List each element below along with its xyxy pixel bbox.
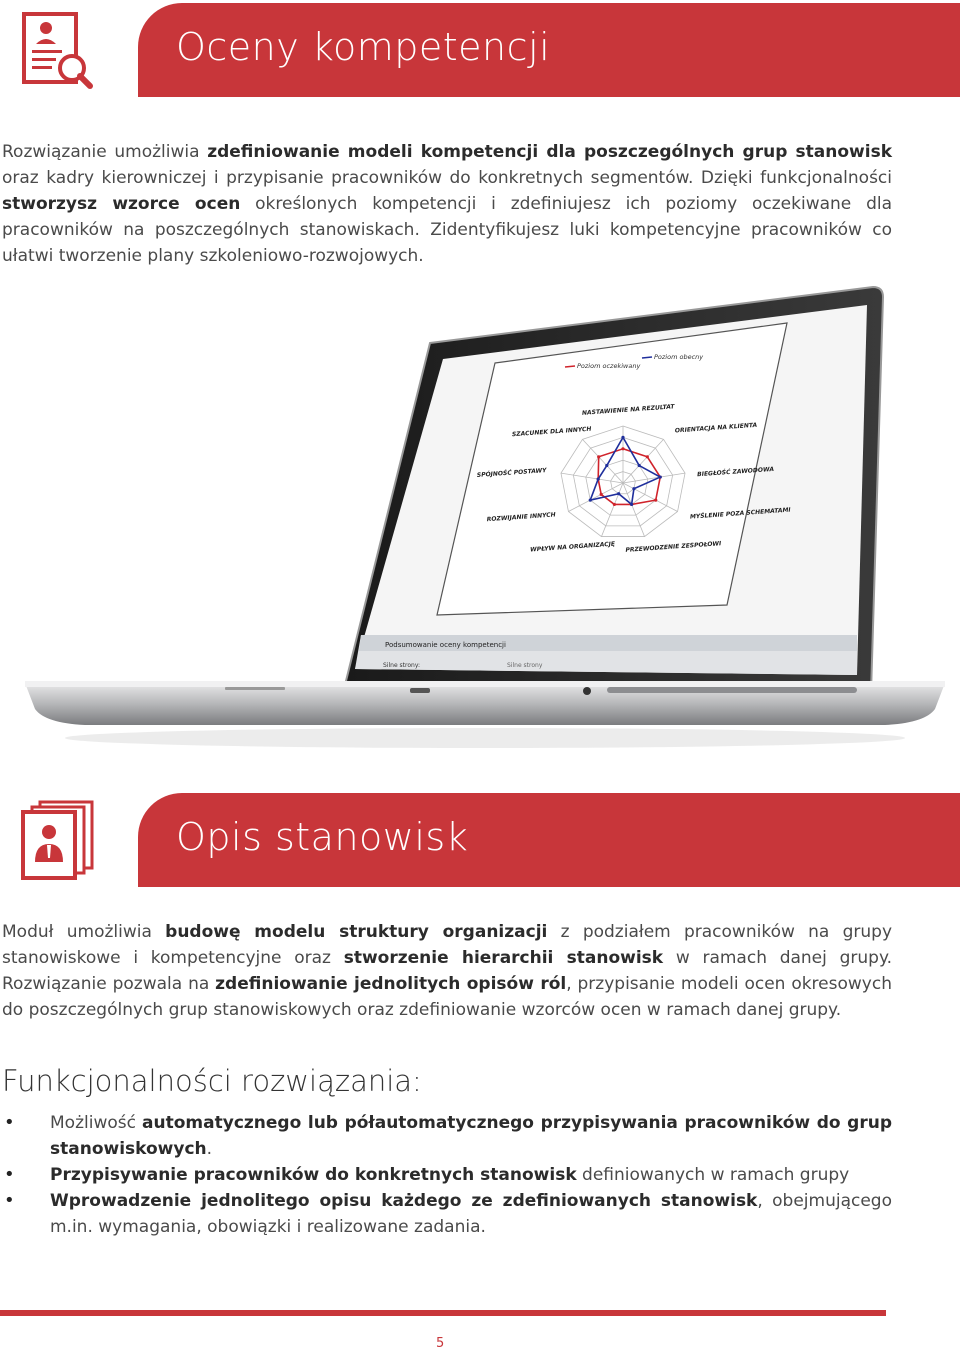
intro-paragraph-positions xyxy=(2,919,892,1023)
section-title: Opis stanowisk xyxy=(176,815,469,859)
summary-bar-title: Podsumowanie oceny kompetencji xyxy=(385,641,506,649)
section-title: Oceny kompetencji xyxy=(176,25,551,69)
radar-axis-label: NASTAWIENIE NA REZULTAT xyxy=(581,403,675,417)
page-number: 5 xyxy=(436,1336,445,1351)
bold-text: zdefiniowanie jednolitych opisów ról xyxy=(215,974,567,994)
radar-point xyxy=(605,464,608,467)
radar-point xyxy=(646,455,649,458)
radar-point xyxy=(597,455,600,458)
text-run: . xyxy=(206,1139,213,1159)
document-search-icon xyxy=(20,10,100,90)
text-run: oraz kadry kierowniczej i przypisanie pracowników do konkretnych segmentów. Dzięki funkcjonalności xyxy=(2,168,892,188)
radar-point xyxy=(621,447,624,450)
radar-point xyxy=(600,493,603,496)
functions-heading: Funkcjonalności rozwiązania: xyxy=(2,1064,422,1098)
list-item xyxy=(2,1162,892,1188)
text-run: Moduł umożliwia xyxy=(2,922,166,942)
text-run: , obejmującego m.in. wymagania, obowiązki i realizowane zadania. xyxy=(50,1191,893,1237)
text-run: Możliwość xyxy=(50,1113,143,1133)
text-run: w ramach danej grupy. Rozwiązanie pozwala na xyxy=(2,948,892,994)
intro-paragraph-competency xyxy=(2,139,892,269)
radar-point xyxy=(632,487,635,490)
bold-text: automatycznego lub półautomatycznego przypisywania pracowników do grup stanowiskowych xyxy=(50,1113,893,1159)
radar-axis-label: SPÓJNOŚĆ POSTAWY xyxy=(476,467,547,479)
strengths-value: Silne strony xyxy=(507,662,543,669)
laptop-screenshot xyxy=(25,283,945,753)
radar-point xyxy=(621,436,624,439)
legend-swatch-expected xyxy=(565,366,575,367)
radar-point xyxy=(659,475,662,478)
footer-line xyxy=(0,1310,886,1316)
functions-list xyxy=(2,1110,892,1240)
bold-text: stworzysz wzorce ocen xyxy=(2,194,241,214)
section-banner-positions xyxy=(138,793,960,887)
bold-text: Przypisywanie pracowników do konkretnych stanowisk xyxy=(50,1165,577,1185)
radar-point xyxy=(597,477,600,480)
text-run: z podziałem pracowników na grupy stanowiskowe i kompetencyjne oraz xyxy=(2,922,893,968)
legend-expected: Poziom oczekiwany xyxy=(577,362,641,370)
legend-current: Poziom obecny xyxy=(654,353,704,361)
radar-axis-label: BIEGŁOŚĆ ZAWODOWA xyxy=(696,465,775,479)
bold-text: stworzenie hierarchii stanowisk xyxy=(343,948,664,968)
radar-axis-label: PRZEWODZENIE ZESPOŁOWI xyxy=(625,540,722,554)
text-run: definiowanych w ramach grupy xyxy=(576,1165,850,1185)
radar-axis-label: MYŚLENIE POZA SCHEMATAMI xyxy=(689,506,791,521)
radar-point xyxy=(638,464,641,467)
text-run: Rozwiązanie umożliwia xyxy=(2,142,208,162)
radar-point xyxy=(654,499,657,502)
radar-axis-label: WPŁYW NA ORGANIZACJĘ xyxy=(529,540,616,554)
radar-point xyxy=(630,503,633,506)
radar-axis-label: ROZWIJANIE INNYCH xyxy=(486,511,556,524)
bold-text: budowę modelu struktury organizacji xyxy=(165,922,548,942)
text-run: , przypisanie modeli ocen okresowych do poszczególnych grup stanowiskowych oraz zdefiniowanie wzorców ocen w ramach danej grupy. xyxy=(2,974,892,1020)
list-item xyxy=(2,1110,892,1162)
strengths-label: Silne strony: xyxy=(383,662,420,669)
employee-cards-icon xyxy=(20,800,100,880)
radar-point xyxy=(613,503,616,506)
bold-text: zdefiniowanie modeli kompetencji dla poszczególnych grup stanowisk xyxy=(207,142,892,162)
radar-point xyxy=(617,492,620,495)
bold-text: Wprowadzenie jednolitego opisu każdego ze zdefiniowanych stanowisk xyxy=(50,1191,758,1211)
legend-swatch-current xyxy=(642,357,652,358)
notch xyxy=(410,688,430,693)
radar-axis-label: SZACUNEK DLA INNYCH xyxy=(511,425,592,439)
text-run: określonych kompetencji i zdefiniujesz ich poziomy oczekiwane dla pracowników na poszczególnych stanowiskach. Zidentyfikujesz luki kompetencyjne pracowników co ułatwi tworzenie plany szkoleniowo-rozwojowych. xyxy=(2,194,892,266)
section-banner-competency xyxy=(138,3,960,97)
list-item xyxy=(2,1188,892,1240)
radar-point xyxy=(589,499,592,502)
radar-axis-label: ORIENTACJA NA KLIENTA xyxy=(674,421,758,435)
